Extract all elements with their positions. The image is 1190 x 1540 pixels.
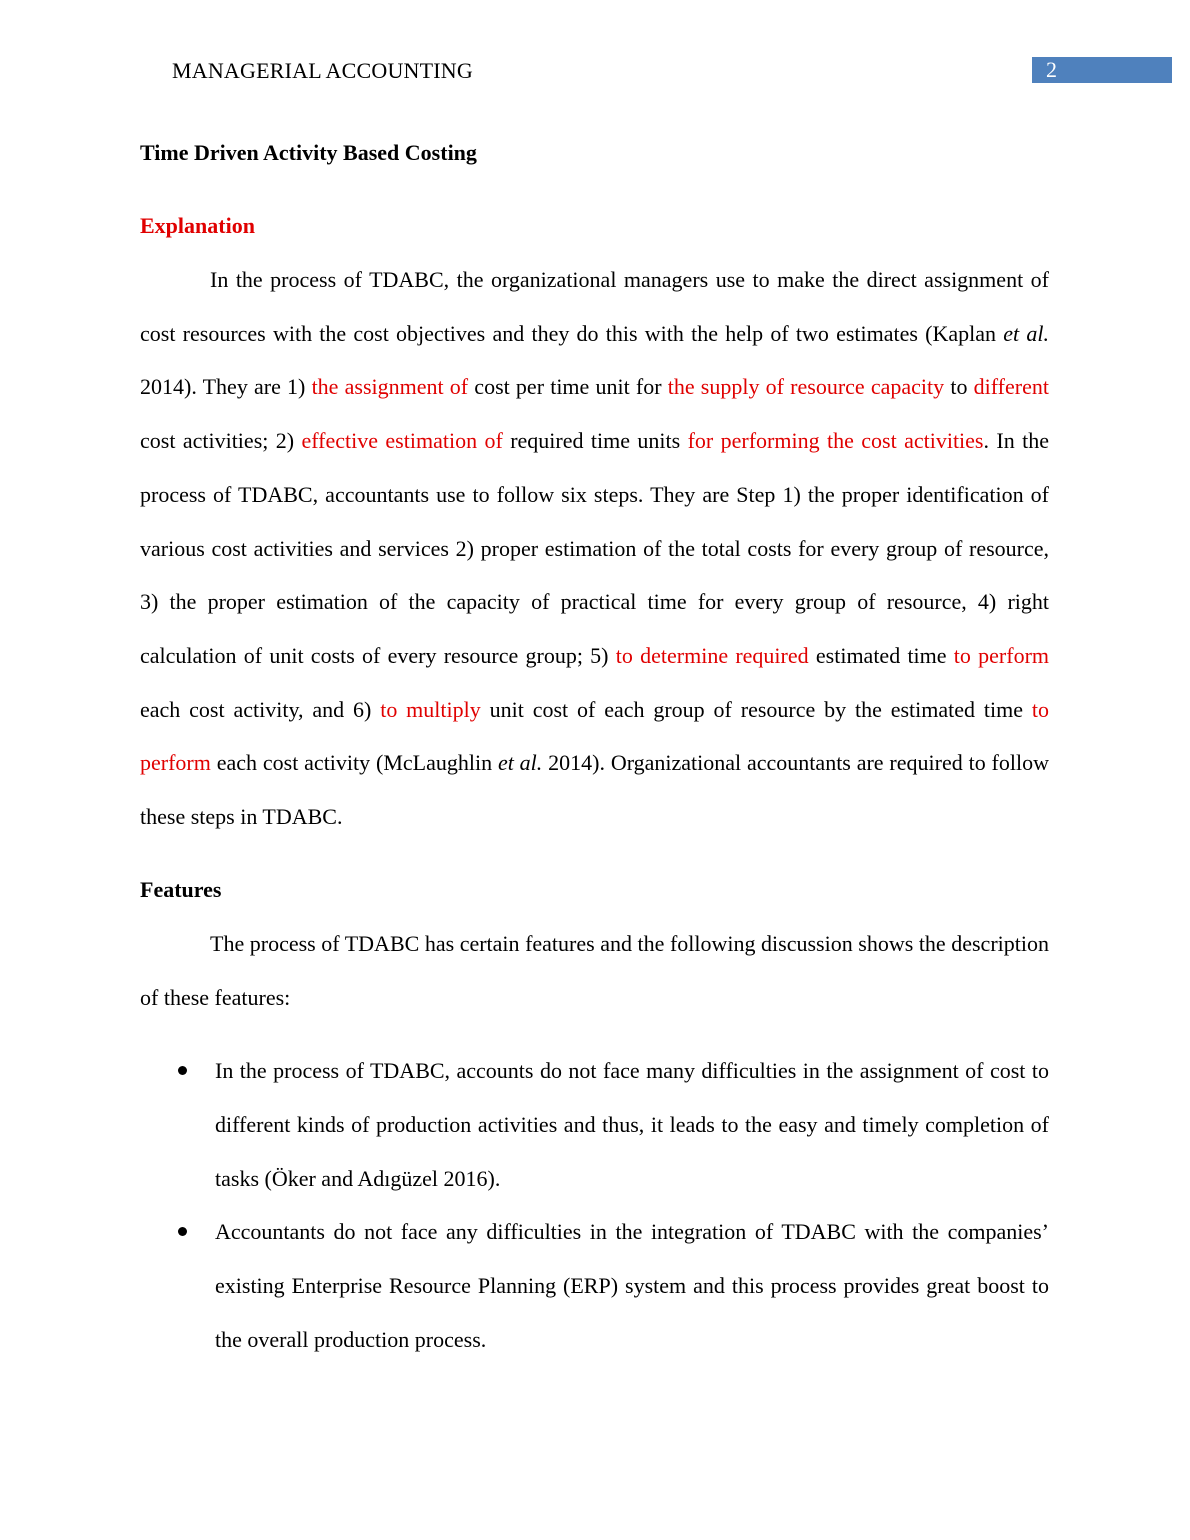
page-title: Time Driven Activity Based Costing — [140, 140, 477, 165]
italic-span: et al. — [1003, 320, 1049, 346]
features-intro-paragraph: The process of TDABC has certain features and the following discussion shows the description of these features: — [140, 931, 1049, 1010]
highlight-span: to determine required — [615, 642, 809, 668]
page-number: 2 — [1032, 57, 1172, 83]
bullet-icon — [178, 1227, 187, 1236]
text-span: cost activities; 2) — [140, 428, 302, 454]
text-span: In the process of TDABC, the organizational managers use to make the direct assignment of cost resources with the cost objectives and they do this with the help of two estimates (Kaplan — [140, 267, 1049, 346]
highlight-span: effective estimation of — [301, 428, 503, 454]
text-span: each cost activity, and 6) — [140, 696, 381, 722]
text-span: unit cost of each group of resource by the estimated time — [480, 696, 1032, 722]
text-span: estimated time — [808, 642, 954, 668]
explanation-paragraph — [140, 253, 1049, 844]
section-heading-features: Features — [140, 877, 222, 902]
highlight-span: to perform — [953, 642, 1050, 668]
highlight-span: different — [973, 374, 1049, 400]
highlight-span: to multiply — [380, 696, 481, 722]
list-item-text: Accountants do not face any difficulties in the integration of TDABC with the companies’ existing Enterprise Resource Planning (ERP) system and this process provides great boost to the overall production process. — [215, 1219, 1049, 1352]
text-span: each cost activity (McLaughlin — [210, 750, 498, 776]
highlight-span: to perform — [140, 696, 1049, 776]
bullet-icon — [178, 1066, 187, 1075]
features-list — [140, 1044, 1049, 1367]
highlight-span: for performing the cost activities — [687, 428, 984, 454]
list-item-text: In the process of TDABC, accounts do not face many difficulties in the assignment of cost to different kinds of production activities and thus, it leads to the easy and timely completion of tasks (Öker and Adıgüzel 2016). — [215, 1058, 1049, 1191]
text-span: 2014). They are 1) — [140, 374, 312, 400]
highlight-span: the supply of resource capacity — [667, 374, 945, 400]
highlight-span: the assignment of — [311, 374, 469, 400]
section-heading-explanation: Explanation — [140, 213, 255, 238]
text-span: . In the process of TDABC, accountants use to follow six steps. They are Step 1) the proper identification of various cost activities and services 2) proper estimation of the total costs for every group of resource, 3) the proper estimation of the capacity of practical time for every group of resource, 4) right calculation of unit costs of every resource group; 5) — [140, 428, 1049, 668]
text-span: 2014). Organizational accountants are required to follow these steps in TDABC. — [140, 750, 1049, 830]
text-span: required time units — [502, 428, 688, 454]
list-item — [140, 1205, 1049, 1366]
running-head: MANAGERIAL ACCOUNTING — [172, 58, 473, 83]
text-span: cost per time unit for — [468, 374, 668, 400]
text-span: to — [944, 374, 974, 400]
list-item — [140, 1044, 1049, 1205]
italic-span: et al. — [497, 750, 543, 776]
